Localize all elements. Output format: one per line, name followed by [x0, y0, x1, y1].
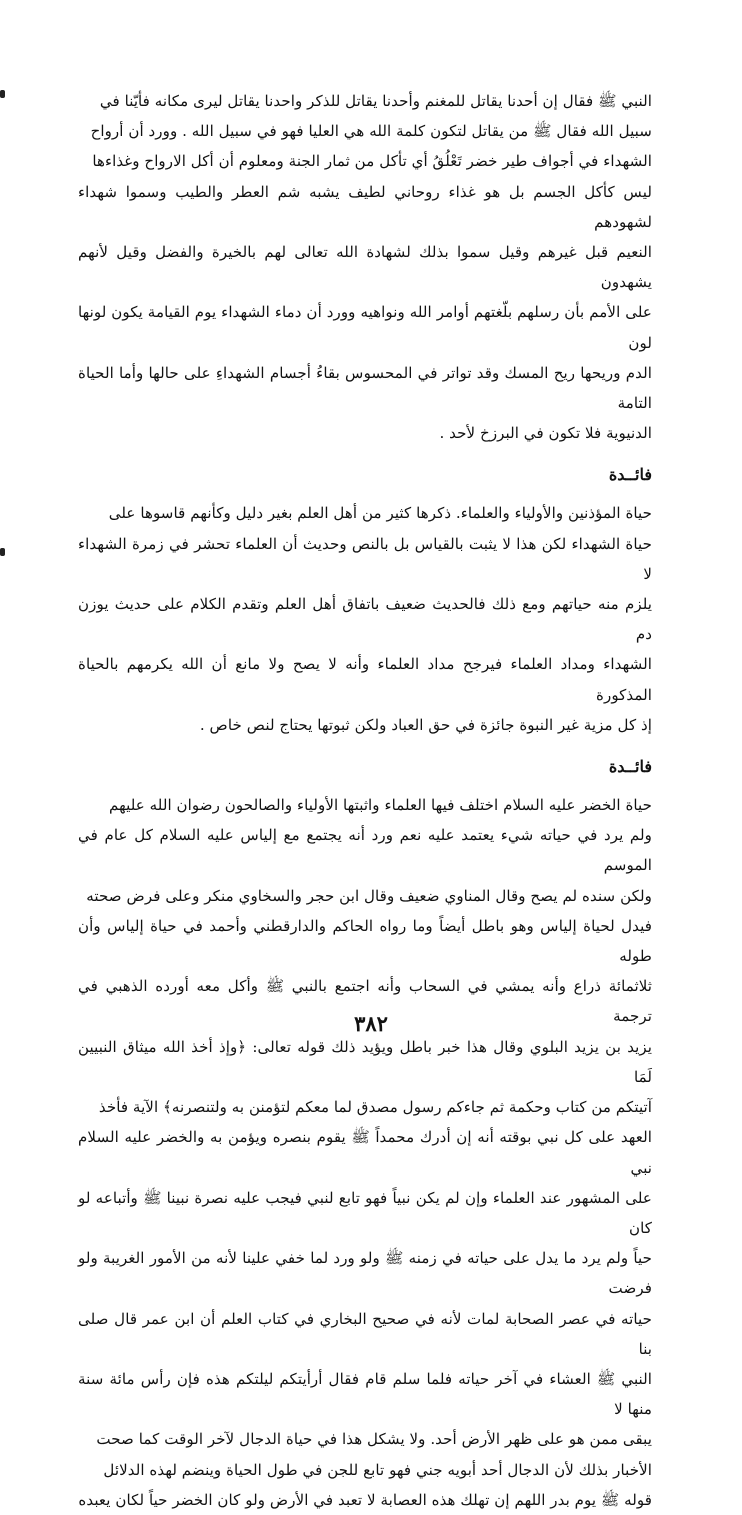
paragraph-1 [78, 86, 652, 448]
text-line: على المشهور عند العلماء وإن لم يكن نبياً فهو تابع لنبي فيجب عليه نصرة نبينا ﷺ وأتباعه لو كان [78, 1188, 652, 1237]
text-line: ولكن سنده لم يصح وقال المناوي ضعيف وقال ابن حجر والسخاوي منكر وعلى فرض صحته [86, 886, 652, 905]
text-line: سبيل الله فقال ﷺ من يقاتل لتكون كلمة الله هي العليا فهو في سبيل الله . وورد أن أرواح [90, 122, 652, 141]
paragraph-2 [78, 498, 652, 740]
paragraph-3 [78, 790, 652, 1515]
text-line: يزيد بن يزيد البلوي وقال هذا خبر باطل ويؤيد ذلك قوله تعالى: ﴿وإذ أخذ الله ميثاق النبيين لَمَا [78, 1037, 652, 1086]
text-line: على الأمم بأن رسلهم بلّغتهم أوامر الله ونواهيه وورد أن دماء الشهداء يوم القيامة يكون لونها لون [78, 303, 652, 352]
page-number: ٣٨٢ [354, 1011, 388, 1036]
text-line: النبي ﷺ فقال إن أحدنا يقاتل للمغنم وأحدنا يقاتل للذكر واحدنا يقاتل ليرى مكانه فأيّنا في [99, 92, 652, 110]
page-edge-mark [0, 548, 5, 556]
text-line: الدم وريحها ريح المسك وقد تواتر في المحسوس بقاءُ أجسام الشهداءِ على حالها وأما الحياة التامة [78, 363, 652, 413]
text-line: الشهداء في أجواف طير خضر تَعْلُقُ أي تأكل من ثمار الجنة ومعلوم أن أكل الارواح وغذاءها [92, 152, 652, 171]
text-line: حياته في عصر الصحابة لمات لأنه في صحيح البخاري في كتاب العلم أن ابن عمر قال صلى بنا [78, 1309, 652, 1358]
text-line: النعيم قبل غيرهم وقيل سموا بذلك لشهادة الله تعالى لهم بالخيرة والفضل وقيل لأنهم يشهدون [78, 243, 652, 292]
text-line: ثلاثمائة ذراع وأنه يمشي في السحاب وأنه اجتمع بالنبي ﷺ وأكل معه أورده الذهبي في ترجمة [78, 977, 652, 1026]
text-line: النبي ﷺ العشاء في آخر حياته فلما سلم قام فقال أرأيتكم ليلتكم هذه فإن رأس مائة سنة منها لا [78, 1369, 652, 1419]
section-heading-benefit-1: فائــدة [608, 465, 652, 485]
page-edge-mark [0, 90, 5, 98]
text-line: ولم يرد في حياته شيء يعتمد عليه نعم ورد أنه يجتمع مع إلياس عليه السلام كل عام في الموسم [78, 826, 652, 875]
page-body [78, 86, 652, 1515]
section-heading-benefit-2: فائــدة [608, 757, 652, 777]
text-line: يلزم منه حياتهم ومع ذلك فالحديث ضعيف باتفاق أهل العلم وتقدم الكلام على حديث يوزن دم [78, 595, 652, 644]
text-line: الدنيوية فلا تكون في البرزخ لأحد . [439, 424, 652, 443]
text-line: قوله ﷺ يوم بدر اللهم إن تهلك هذه العصابة لا تعبد في الأرض ولو كان الخضر حياً لكان يعبده [78, 1490, 652, 1509]
text-line: فيدل لحياة إلياس وهو باطل أيضاً وما رواه الحاكم والدارقطني وأحمد في حياة إلياس وأن طوله [78, 916, 652, 966]
text-line: ليس كأكل الجسم بل هو غذاء روحاني لطيف يشبه شم العطر والطيب وسموا شهداء لشهودهم [78, 182, 652, 231]
text-line: حياً ولم يرد ما يدل على حياته في زمنه ﷺ ولو ورد لما خفي علينا لأنه من الأمور الغريبة ولو فرضت [78, 1249, 652, 1298]
text-line: آتيتكم من كتاب وحكمة ثم جاءكم رسول مصدق لما معكم لتؤمنن به ولتنصرنه﴾ الآية فأخذ [98, 1098, 652, 1117]
text-line: حياة الخضر عليه السلام اختلف فيها العلماء واثبتها الأولياء والصالحون رضوان الله عليهم [109, 796, 652, 815]
text-line: إذ كل مزية غير النبوة جائزة في حق العباد ولكن ثبوتها يحتاج لنص خاص . [199, 715, 652, 734]
text-line: حياة المؤذنين والأولياء والعلماء. ذكرها كثير من أهل العلم بغير دليل وكأنهم قاسوها على [108, 504, 652, 523]
text-line: حياة الشهداء لكن هذا لا يثبت بالقياس بل بالنص وحديث أن العلماء تحشر في زمرة الشهداء لا [78, 534, 652, 583]
text-line: يبقى ممن هو على ظهر الأرض أحد. ولا يشكل هذا في حياة الدجال لآخر الوقت كما صحت [96, 1430, 652, 1449]
text-line: العهد على كل نبي بوقته أنه إن أدرك محمداً ﷺ يقوم بنصره ويؤمن به والخضر عليه السلام نبي [78, 1128, 652, 1177]
text-line: الأخبار بذلك لأن الدجال أحد أبويه جني فهو تابع للجن في طول الحياة وينضم لهذه الدلائل [103, 1460, 652, 1479]
text-line: الشهداء ومداد العلماء فيرجح مداد العلماء وأنه لا يصح ولا مانع أن الله يكرمهم بالحياة المذكورة [78, 655, 652, 704]
